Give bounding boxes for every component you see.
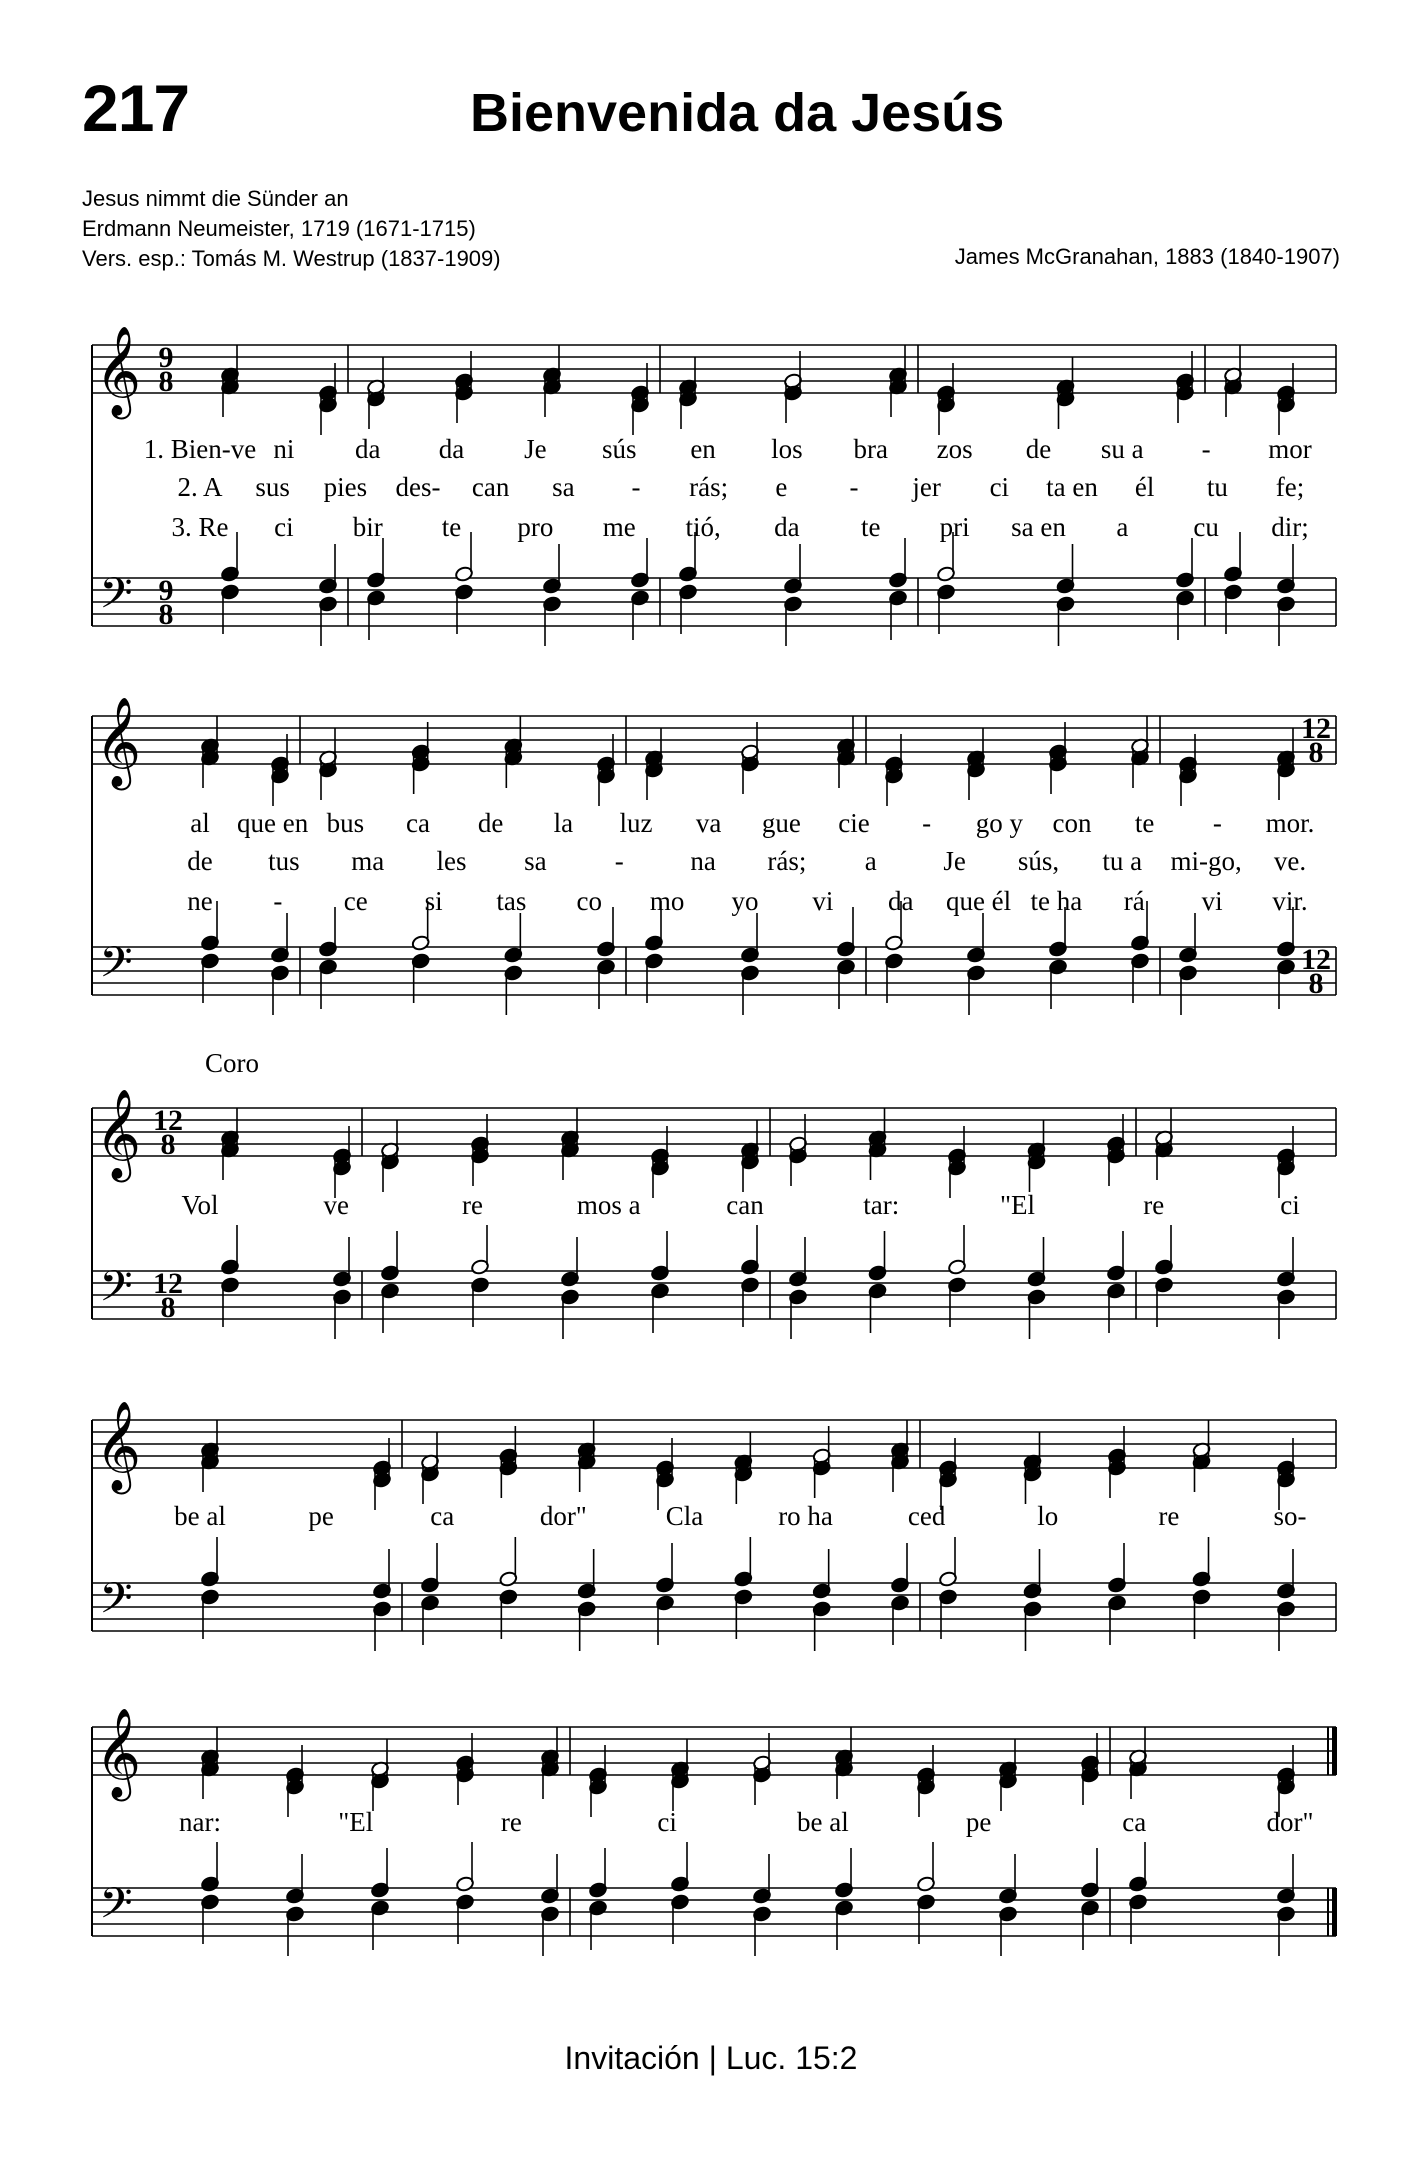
lyric-syllable: él — [1134, 472, 1155, 502]
lyric-syllable: tu — [1206, 472, 1228, 502]
time-signature-top: 9 — [158, 341, 174, 374]
bass-staff — [92, 1583, 1336, 1631]
time-signature-bottom: 8 — [1308, 967, 1324, 1000]
bass-staff — [92, 578, 1336, 626]
lyric-syllable: yo — [731, 886, 759, 916]
lyric-syllable: dor" — [539, 1501, 587, 1531]
lyric-syllable: des- — [395, 472, 441, 502]
lyric-syllable: 3. Re — [171, 512, 229, 542]
lyric-syllable: en — [690, 434, 716, 464]
lyric-syllable: re — [1158, 1501, 1180, 1531]
bass-clef-icon: 𝄢 — [99, 569, 133, 629]
time-signature-bottom: 8 — [158, 598, 174, 631]
lyric-syllable: vir. — [1272, 886, 1308, 916]
lyric-syllable: da — [354, 434, 381, 464]
lyric-syllable: re — [462, 1190, 483, 1220]
lyric-syllable: bir — [352, 512, 383, 542]
lyric-syllable: - — [849, 472, 859, 502]
time-signature-bottom: 8 — [1308, 736, 1324, 769]
lyric-syllable: - — [1201, 434, 1211, 464]
lyric-syllable: ci — [1280, 1190, 1300, 1220]
treble-clef-icon: 𝄞 — [94, 1401, 142, 1491]
lyric-syllable: les — [436, 846, 467, 876]
lyric-syllable: ro ha — [778, 1501, 833, 1531]
lyric-syllable: tar: — [863, 1190, 900, 1220]
lyric-syllable: tas — [496, 886, 527, 916]
lyric-syllable: pri — [939, 512, 970, 542]
lyric-syllable: da — [887, 886, 914, 916]
lyric-syllable: be al — [796, 1807, 849, 1837]
lyric-syllable: a — [1116, 512, 1129, 542]
treble-clef-icon: 𝄞 — [94, 326, 142, 416]
time-signature-top: 12 — [153, 1104, 183, 1137]
lyric-syllable: dor" — [1266, 1807, 1314, 1837]
lyric-syllable: que él — [945, 886, 1012, 916]
lyric-syllable: al — [190, 808, 210, 838]
lyric-syllable: ce — [343, 886, 368, 916]
lyric-syllable: vi — [1201, 886, 1223, 916]
bass-staff — [92, 1271, 1336, 1319]
lyric-syllable: fe; — [1275, 472, 1305, 502]
lyric-syllable: su a — [1100, 434, 1144, 464]
lyric-syllable: sa en — [1011, 512, 1066, 542]
time-signature-bottom: 8 — [160, 1128, 176, 1161]
original-title: Jesus nimmt die Sünder an — [82, 186, 349, 211]
lyric-syllable: me — [602, 512, 636, 542]
treble-staff — [92, 716, 1336, 764]
lyric-syllable: ni — [273, 434, 295, 464]
lyric-syllable: te ha — [1030, 886, 1083, 916]
lyric-syllable: de — [1025, 434, 1052, 464]
lyric-syllable: te — [861, 512, 881, 542]
lyric-syllable: ma — [351, 846, 385, 876]
lyric-syllable: tió, — [685, 512, 721, 542]
lyric-syllable: gue — [761, 808, 801, 838]
lyric-syllable: de — [187, 846, 213, 876]
lyric-syllable: la — [553, 808, 574, 838]
lyric-syllable: ca — [430, 1501, 455, 1531]
author-credit: Erdmann Neumeister, 1719 (1671-1715) — [82, 216, 476, 241]
lyric-syllable: los — [771, 434, 803, 464]
lyric-syllable: - — [631, 472, 641, 502]
lyric-syllable: bra — [853, 434, 889, 464]
lyric-syllable: dir; — [1271, 512, 1309, 542]
lyric-syllable: sús, — [1017, 846, 1060, 876]
lyric-syllable: sa — [524, 846, 547, 876]
lyric-syllable: - — [1212, 808, 1222, 838]
lyric-syllable: te — [1134, 808, 1155, 838]
bass-clef-icon: 𝄢 — [99, 1879, 133, 1939]
lyric-syllable: sús — [601, 434, 637, 464]
lyric-syllable: Je — [943, 846, 966, 876]
lyric-syllable: go y — [975, 808, 1023, 838]
hymn-title: Bienvenida da Jesús — [470, 83, 1005, 143]
lyric-syllable: so- — [1273, 1501, 1307, 1531]
treble-staff — [92, 1420, 1336, 1468]
lyric-syllable: na — [690, 846, 716, 876]
lyric-syllable: tus — [268, 846, 300, 876]
lyric-syllable: e — [775, 472, 788, 502]
lyric-syllable: ta en — [1046, 472, 1098, 502]
lyric-syllable: Cla — [665, 1501, 704, 1531]
lyric-syllable: ne — [187, 886, 213, 916]
lyric-syllable: mor — [1268, 434, 1312, 464]
final-barline — [1332, 1727, 1337, 1775]
lyric-syllable: si — [424, 886, 443, 916]
lyric-syllable: te — [441, 512, 462, 542]
lyric-syllable: can — [471, 472, 510, 502]
treble-clef-icon: 𝄞 — [94, 697, 142, 787]
bass-clef-icon: 𝄢 — [99, 938, 133, 998]
lyric-syllable: pe — [965, 1807, 992, 1837]
chorus-label: Coro — [205, 1048, 259, 1078]
lyric-syllable: tu a — [1102, 846, 1143, 876]
lyric-syllable: vi — [812, 886, 834, 916]
lyric-syllable: 2. A — [177, 472, 223, 502]
bass-clef-icon: 𝄢 — [99, 1574, 133, 1634]
lyric-syllable: mi-go, — [1170, 846, 1242, 876]
lyric-syllable: con — [1052, 808, 1092, 838]
lyric-syllable: be al — [174, 1501, 226, 1531]
lyric-syllable: re — [1143, 1190, 1165, 1220]
time-signature-bottom: 8 — [158, 365, 174, 398]
lyric-syllable: da — [774, 512, 800, 542]
treble-staff — [92, 1108, 1336, 1156]
lyric-syllable: ca — [1122, 1807, 1147, 1837]
bass-staff — [92, 1888, 1336, 1936]
treble-clef-icon: 𝄞 — [94, 1089, 142, 1179]
lyric-syllable: ve. — [1273, 846, 1307, 876]
lyric-syllable: nar: — [179, 1807, 221, 1837]
lyric-syllable: sa — [552, 472, 575, 502]
lyric-syllable: rás; — [689, 472, 729, 502]
lyric-syllable: mor. — [1265, 808, 1315, 838]
lyric-syllable: - — [614, 846, 624, 876]
lyric-syllable: da — [438, 434, 465, 464]
lyric-syllable: rá — [1123, 886, 1145, 916]
treble-staff — [92, 1727, 1336, 1775]
hymn-number: 217 — [82, 71, 190, 145]
treble-clef-icon: 𝄞 — [94, 1708, 142, 1798]
lyric-syllable: ci — [989, 472, 1010, 502]
lyric-syllable: de — [477, 808, 504, 838]
lyric-syllable: ca — [406, 808, 430, 838]
lyric-syllable: mos a — [576, 1190, 641, 1220]
lyric-syllable: - — [922, 808, 932, 838]
lyric-syllable: ci — [657, 1807, 677, 1837]
treble-staff — [92, 345, 1336, 393]
lyric-syllable: cie — [838, 808, 870, 838]
lyric-syllable: can — [726, 1190, 764, 1220]
lyric-syllable: "El — [338, 1807, 374, 1837]
lyric-syllable: va — [695, 808, 722, 838]
lyric-syllable: re — [500, 1807, 522, 1837]
lyric-syllable: rás; — [767, 846, 807, 876]
lyric-syllable: luz — [619, 808, 653, 838]
lyric-syllable: co — [576, 886, 603, 916]
lyric-syllable: cu — [1193, 512, 1219, 542]
lyric-syllable: pies — [323, 472, 368, 502]
lyric-syllable: Je — [524, 434, 547, 464]
lyric-syllable: sus — [255, 472, 290, 502]
lyric-syllable: pro — [517, 512, 554, 542]
lyric-syllable: ced — [907, 1501, 946, 1531]
translator-credit: Vers. esp.: Tomás M. Westrup (1837-1909) — [82, 246, 501, 271]
lyric-syllable: lo — [1037, 1501, 1059, 1531]
lyric-syllable: ve — [323, 1190, 349, 1220]
time-signature-bottom: 8 — [160, 1291, 176, 1324]
time-signature-top: 12 — [1301, 943, 1331, 976]
lyric-syllable: "El — [999, 1190, 1036, 1220]
lyric-syllable: - — [273, 886, 283, 916]
lyric-syllable: jer — [912, 472, 941, 502]
lyric-syllable: 1. Bien-ve — [143, 434, 257, 464]
lyric-syllable: mo — [649, 886, 685, 916]
time-signature-top: 9 — [158, 574, 174, 607]
footer-topic-reference: Invitación | Luc. 15:2 — [564, 2040, 858, 2076]
composer-credit: James McGranahan, 1883 (1840-1907) — [954, 244, 1340, 269]
lyric-syllable: zos — [936, 434, 973, 464]
lyric-syllable: que en — [237, 808, 309, 838]
bass-clef-icon: 𝄢 — [99, 1262, 133, 1322]
lyric-syllable: ci — [274, 512, 294, 542]
lyric-syllable: Vol — [181, 1190, 219, 1220]
lyric-syllable: pe — [308, 1501, 334, 1531]
lyric-syllable: a — [864, 846, 877, 876]
time-signature-top: 12 — [153, 1267, 183, 1300]
time-signature-top: 12 — [1301, 712, 1331, 745]
lyric-syllable: bus — [326, 808, 365, 838]
final-barline — [1332, 1888, 1337, 1936]
